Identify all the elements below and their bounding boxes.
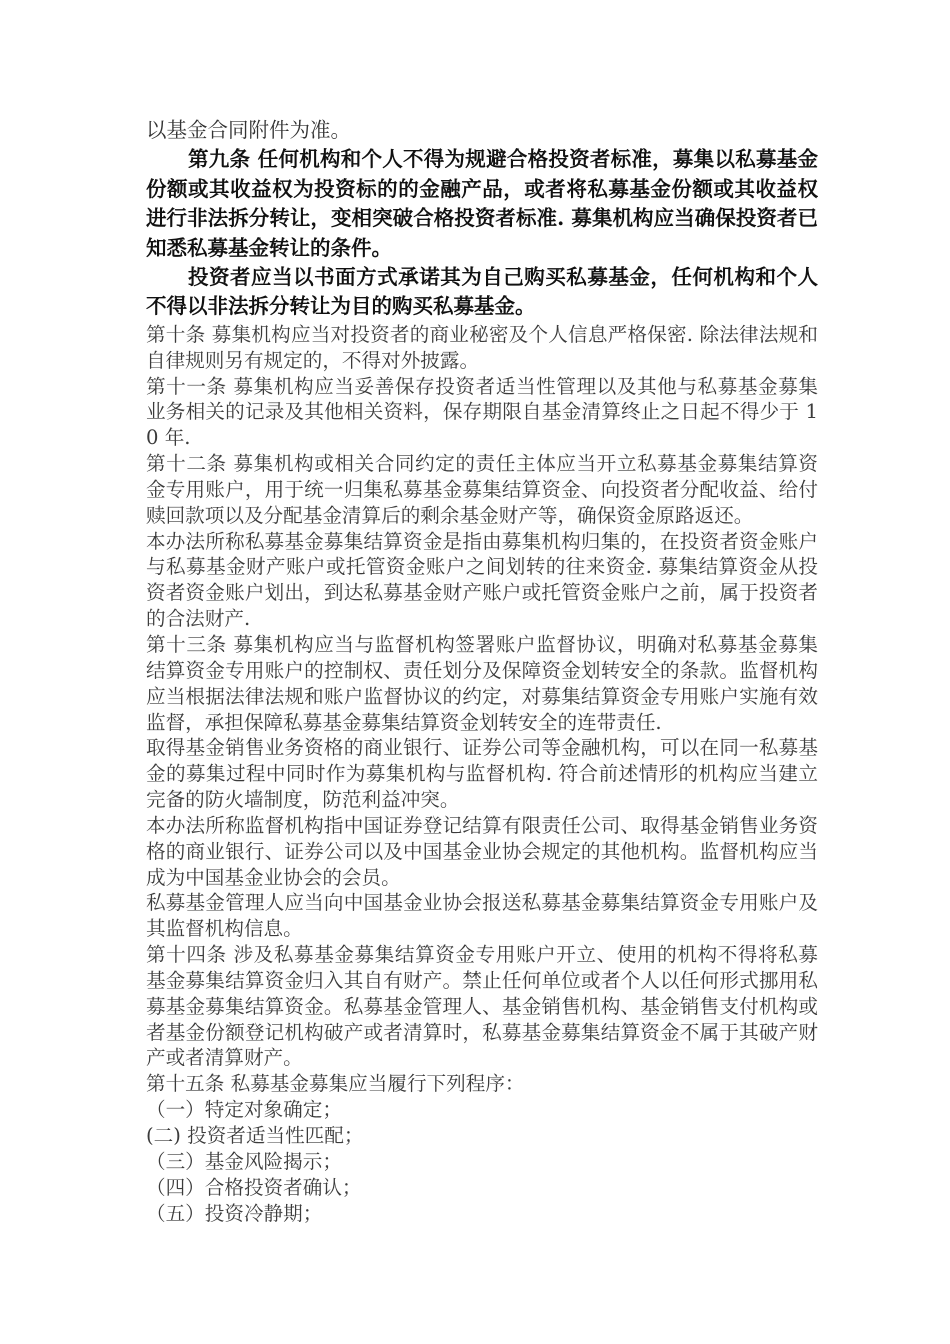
list-item: (二) 投资者适当性匹配； xyxy=(146,1124,364,1147)
list-item: （四）合格投资者确认； xyxy=(146,1175,362,1199)
document-page xyxy=(146,116,818,1226)
manager-reporting-paragraph: 私募基金管理人应当向中国基金业协会报送私募基金募集结算资金专用账户及其监督机构信息。 xyxy=(146,891,818,941)
list-item: （五）投资冷静期； xyxy=(146,1201,323,1225)
article-13-paragraph: 第十三条 募集机构应当与监督机构签署账户监督协议，明确对私募基金募集结算资金专用账户的控制权、责任划分及保障资金划转安全的条款。监督机构应当根据法律法规和账户监督协议的约定，对募集结算资金专用账户实施有效监督，承担保障私募基金募集结算资金划转安全的连带责任. xyxy=(146,632,818,734)
dual-role-institution-paragraph: 取得基金销售业务资格的商业银行、证券公司等金融机构，可以在同一私募基金的募集过程中同时作为募集机构与监督机构. 符合前述情形的机构应当建立完备的防火墙制度，防范利益冲突。 xyxy=(146,736,818,812)
article-14-paragraph: 第十四条 涉及私募基金募集结算资金专用账户开立、使用的机构不得将私募基金募集结算资金归入其自有财产。禁止任何单位或者个人以任何形式挪用私募基金募集结算资金。私募基金管理人、基金销售机构、基金销售支付机构或者基金份额登记机构破产或者清算时，私募基金募集结算资金不属于其破产财产或者清算财产。 xyxy=(146,943,818,1070)
intro-line: 以基金合同附件为准。 xyxy=(146,118,351,142)
article-10-paragraph: 第十条 募集机构应当对投资者的商业秘密及个人信息严格保密. 除法律法规和自律规则另有规定的，不得对外披露。 xyxy=(146,322,818,372)
article-9-paragraph: 第九条 任何机构和个人不得为规避合格投资者标准，募集以私募基金份额或其收益权为投资标的的金融产品，或者将私募基金份额或其收益权进行非法拆分转让，变相突破合格投资者标准. 募集机构应当确保投资者已知悉私募基金转让的条件。 xyxy=(146,147,818,260)
supervisory-institution-definition-paragraph: 本办法所称监督机构指中国证券登记结算有限责任公司、取得基金销售业务资格的商业银行、证券公司以及中国基金业协会规定的其他机构。监督机构应当成为中国基金业协会的会员。 xyxy=(146,813,818,889)
investor-commitment-paragraph: 投资者应当以书面方式承诺其为自己购买私募基金，任何机构和个人不得以非法拆分转让为目的购买私募基金。 xyxy=(146,265,818,319)
article-15-paragraph: 第十五条 私募基金募集应当履行下列程序： xyxy=(146,1072,525,1096)
list-item: （一）特定对象确定； xyxy=(146,1098,342,1122)
article-12-paragraph: 第十二条 募集机构或相关合同约定的责任主体应当开立私募基金募集结算资金专用账户，用于统一归集私募基金募集结算资金、向投资者分配收益、给付赎回款项以及分配基金清算后的剩余基金财产等，确保资金原路返还。 xyxy=(146,452,818,527)
list-item: （三）基金风险揭示； xyxy=(146,1149,342,1173)
article-11-paragraph: 第十一条 募集机构应当妥善保存投资者适当性管理以及其他与私募基金募集业务相关的记录及其他相关资料，保存期限自基金清算终止之日起不得少于 10 年. xyxy=(146,374,818,450)
settlement-funds-definition-paragraph: 本办法所称私募基金募集结算资金是指由募集机构归集的，在投资者资金账户与私募基金财产账户或托管资金账户之间划转的往来资金. 募集结算资金从投资者资金账户划出，到达私募基金财产账户或托管资金账户之前，属于投资者的合法财产. xyxy=(146,529,818,631)
